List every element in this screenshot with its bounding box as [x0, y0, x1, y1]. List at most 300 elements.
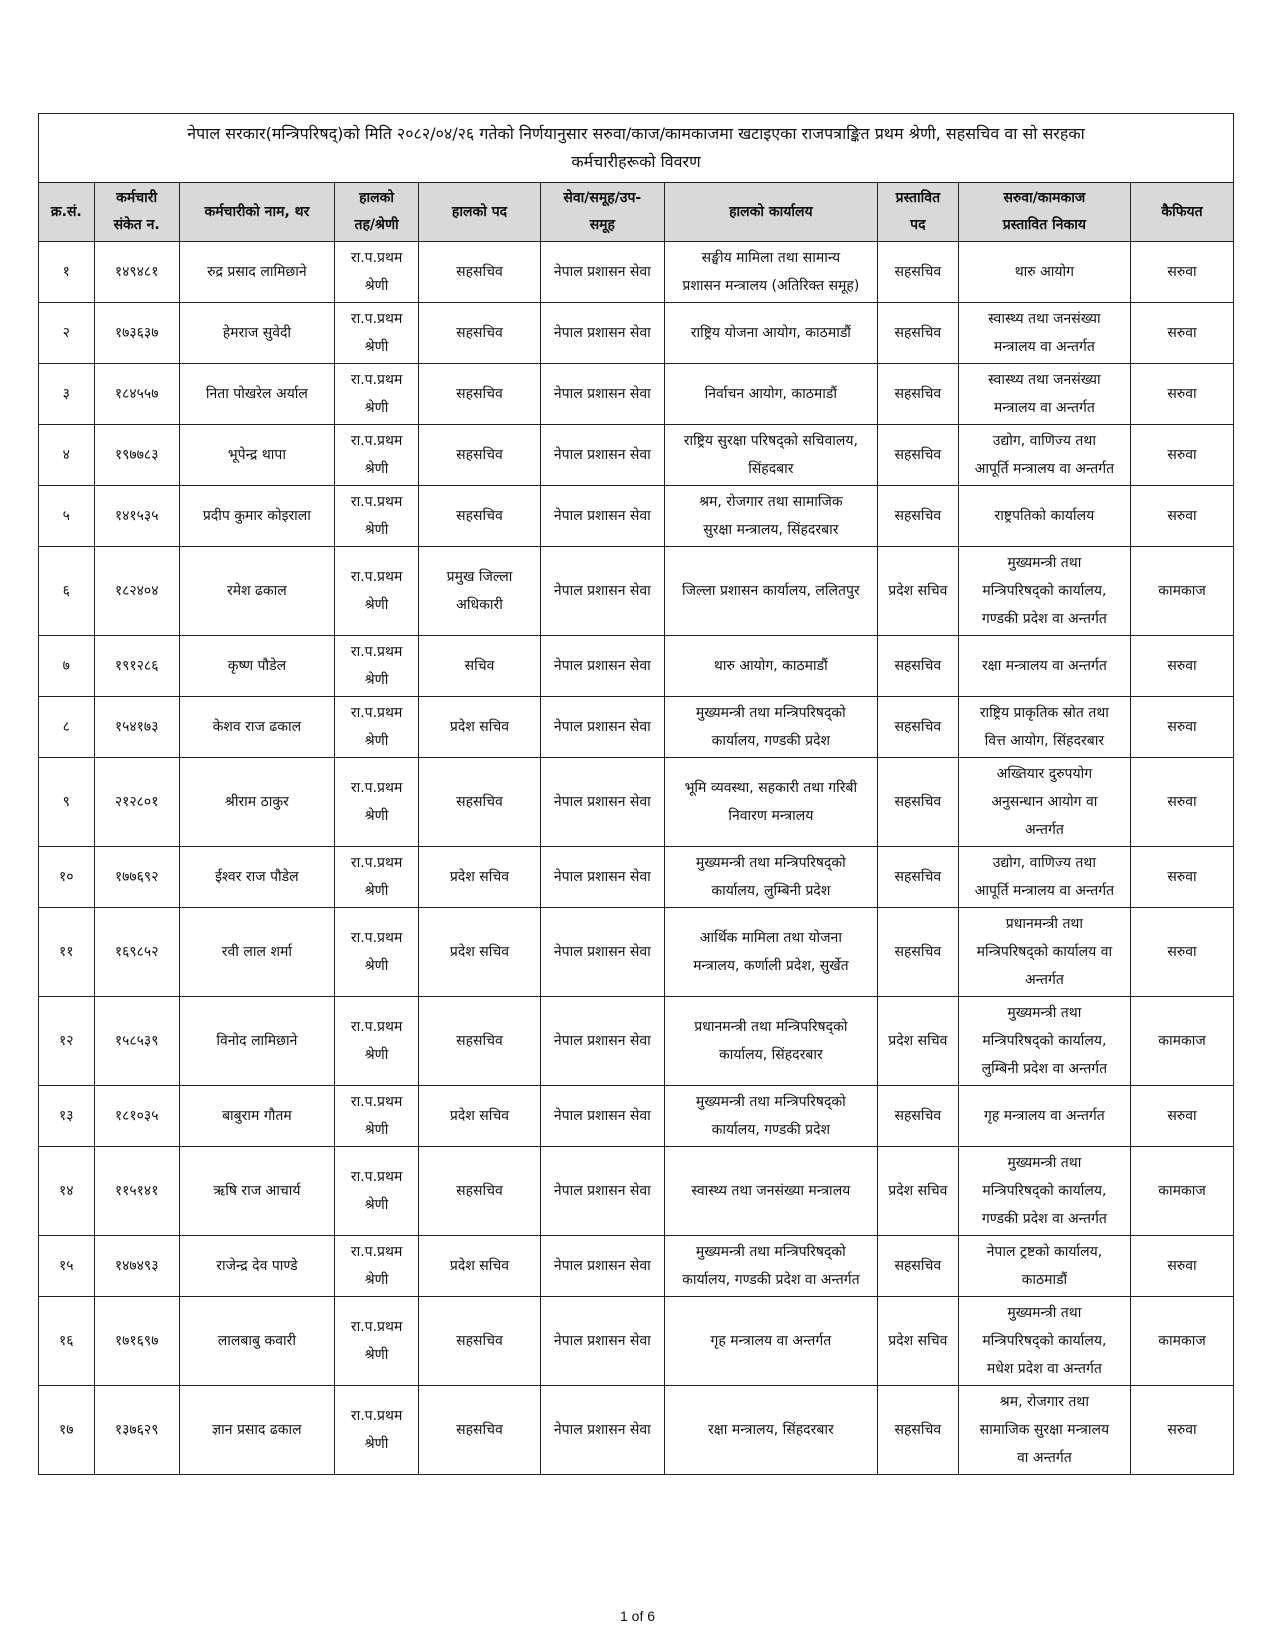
cell-line: सहसचिव: [456, 1033, 503, 1049]
header-label: कर्मचारीको नाम, थर: [204, 203, 310, 220]
cell-employee-code: १७१६९७: [94, 1297, 179, 1386]
cell-current-office: [664, 758, 877, 847]
table-row: [39, 636, 1234, 697]
document-title: [39, 114, 1234, 183]
header-proposed-body: [958, 183, 1130, 242]
cell-current-post: [419, 364, 541, 425]
table-row: [39, 847, 1234, 908]
table-row: [39, 486, 1234, 547]
table-row: [39, 908, 1234, 997]
cell-current-post: [419, 486, 541, 547]
cell-proposed-body: [958, 242, 1130, 303]
cell-remarks: सरुवा: [1130, 636, 1233, 697]
cell-line: गण्डकी प्रदेश वा अन्तर्गत: [981, 611, 1107, 627]
cell-employee-name: रमेश ढकाल: [179, 547, 334, 636]
cell-line: राष्ट्रिय सुरक्षा परिषद्को सचिवालय,: [683, 433, 858, 449]
cell-proposed-post: [877, 1236, 958, 1297]
cell-remarks: सरुवा: [1130, 242, 1233, 303]
cell-current-office: [664, 636, 877, 697]
cell-line: श्रेणी: [364, 672, 389, 688]
header-current-post: [419, 183, 541, 242]
cell-line: रा.प.प्रथम: [350, 1319, 403, 1335]
cell-line: प्रदेश सचिव: [449, 1258, 510, 1274]
cell-line: मुख्यमन्त्री तथा मन्त्रिपरिषद्को: [695, 855, 846, 871]
cell-line: सहसचिव: [456, 447, 503, 463]
cell-line: काठमाडौं: [1021, 1272, 1068, 1288]
cell-current-post: [419, 547, 541, 636]
cell-sn: ९: [39, 758, 95, 847]
cell-current-post: [419, 758, 541, 847]
cell-proposed-post: [877, 303, 958, 364]
cell-line: श्रेणी: [364, 1122, 389, 1138]
cell-sn: १७: [39, 1386, 95, 1475]
cell-line: आपूर्ति मन्त्रालय वा अन्तर्गत: [974, 883, 1115, 899]
cell-proposed-body: [958, 486, 1130, 547]
cell-current-level: [335, 364, 419, 425]
cell-line: अन्तर्गत: [1024, 822, 1064, 838]
cell-line: सहसचिव: [894, 794, 942, 810]
cell-line: रा.प.प्रथम: [350, 1244, 403, 1260]
cell-proposed-post: [877, 425, 958, 486]
cell-line: मुख्यमन्त्री तथा मन्त्रिपरिषद्को: [695, 1094, 846, 1110]
cell-current-office: [664, 486, 877, 547]
cell-employee-code: १९७७८३: [94, 425, 179, 486]
cell-sn: ५: [39, 486, 95, 547]
cell-line: रा.प.प्रथम: [350, 1019, 403, 1035]
cell-line: अनुसन्धान आयोग वा: [991, 794, 1098, 810]
cell-employee-name: लालबाबु कवारी: [179, 1297, 334, 1386]
cell-proposed-body: [958, 1236, 1130, 1297]
table-body: [39, 242, 1234, 1475]
cell-remarks: कामकाज: [1130, 547, 1233, 636]
cell-line: गृह मन्त्रालय वा अन्तर्गत: [710, 1333, 832, 1349]
cell-current-office: [664, 1147, 877, 1236]
cell-line: श्रम, रोजगार तथा सामाजिक: [699, 494, 843, 510]
header-current-office: [664, 183, 877, 242]
cell-line: प्रधानमन्त्री तथा मन्त्रिपरिषद्को: [694, 1019, 848, 1035]
header-label: तह/श्रेणी: [354, 217, 399, 233]
cell-line: सहसचिव: [456, 1333, 503, 1349]
cell-sn: १५: [39, 1236, 95, 1297]
cell-sn: ३: [39, 364, 95, 425]
cell-line: रा.प.प्रथम: [350, 433, 403, 449]
cell-employee-code: १८२४०४: [94, 547, 179, 636]
cell-current-post: [419, 908, 541, 997]
cell-employee-name: भूपेन्द्र थापा: [179, 425, 334, 486]
cell-line: रा.प.प्रथम: [350, 855, 403, 871]
cell-service-group: नेपाल प्रशासन सेवा: [540, 636, 664, 697]
cell-proposed-post: [877, 1297, 958, 1386]
cell-line: प्रमुख जिल्ला: [446, 569, 513, 585]
cell-service-group: नेपाल प्रशासन सेवा: [540, 997, 664, 1086]
cell-employee-code: १७३६३७: [94, 303, 179, 364]
cell-line: प्रदेश सचिव: [888, 1333, 948, 1349]
cell-current-level: [335, 847, 419, 908]
cell-proposed-post: [877, 547, 958, 636]
cell-line: प्रदेश सचिव: [888, 583, 948, 599]
transfer-table: [38, 113, 1234, 1475]
cell-line: मुख्यमन्त्री तथा: [1007, 555, 1082, 571]
cell-current-post: [419, 997, 541, 1086]
cell-proposed-post: [877, 636, 958, 697]
cell-service-group: नेपाल प्रशासन सेवा: [540, 364, 664, 425]
cell-line: कार्यालय, लुम्बिनी प्रदेश: [711, 883, 831, 899]
cell-employee-code: १७७६९२: [94, 847, 179, 908]
cell-line: मुख्यमन्त्री तथा मन्त्रिपरिषद्को: [695, 705, 846, 721]
cell-service-group: नेपाल प्रशासन सेवा: [540, 697, 664, 758]
cell-line: सङ्घीय मामिला तथा सामान्य: [701, 250, 841, 266]
cell-line: सहसचिव: [894, 264, 942, 280]
cell-line: श्रेणी: [364, 339, 389, 355]
cell-proposed-post: [877, 847, 958, 908]
header-service-group: [540, 183, 664, 242]
cell-employee-name: रुद्र प्रसाद लामिछाने: [179, 242, 334, 303]
cell-line: मुख्यमन्त्री तथा: [1007, 1005, 1082, 1021]
header-label: कैफियत: [1161, 203, 1203, 220]
cell-line: श्रेणी: [364, 883, 389, 899]
cell-employee-name: केशव राज ढकाल: [179, 697, 334, 758]
cell-current-post: [419, 1147, 541, 1236]
cell-sn: ८: [39, 697, 95, 758]
cell-line: राष्ट्रपतिको कार्यालय: [994, 508, 1095, 524]
cell-current-post: [419, 242, 541, 303]
cell-line: मन्त्रालय, कर्णाली प्रदेश, सुर्खेत: [693, 958, 849, 974]
cell-remarks: सरुवा: [1130, 1086, 1233, 1147]
header-sn: [39, 183, 95, 242]
cell-sn: ११: [39, 908, 95, 997]
cell-current-office: [664, 303, 877, 364]
cell-sn: १: [39, 242, 95, 303]
cell-line: प्रदेश सचिव: [449, 719, 510, 735]
header-employee-name: [179, 183, 334, 242]
cell-line: मन्त्रिपरिषद्को कार्यालय,: [982, 1033, 1107, 1049]
header-label: क्र.सं.: [50, 203, 82, 220]
cell-line: गण्डकी प्रदेश वा अन्तर्गत: [981, 1211, 1107, 1227]
table-row: [39, 1386, 1234, 1475]
cell-employee-code: १८४५५७: [94, 364, 179, 425]
cell-line: राष्ट्रिय योजना आयोग, काठमाडौं: [690, 325, 851, 341]
cell-line: सहसचिव: [456, 386, 503, 402]
column-header-row: [39, 183, 1234, 242]
cell-proposed-post: [877, 1147, 958, 1236]
cell-employee-name: रवी लाल शर्मा: [179, 908, 334, 997]
cell-service-group: नेपाल प्रशासन सेवा: [540, 908, 664, 997]
cell-line: रक्षा मन्त्रालय वा अन्तर्गत: [981, 658, 1107, 674]
cell-proposed-body: [958, 847, 1130, 908]
cell-line: आपूर्ति मन्त्रालय वा अन्तर्गत: [974, 461, 1115, 477]
cell-sn: ७: [39, 636, 95, 697]
cell-remarks: सरुवा: [1130, 908, 1233, 997]
cell-line: मुख्यमन्त्री तथा: [1007, 1155, 1082, 1171]
cell-service-group: नेपाल प्रशासन सेवा: [540, 303, 664, 364]
cell-line: थारु आयोग: [1014, 264, 1075, 280]
cell-proposed-post: [877, 697, 958, 758]
cell-service-group: नेपाल प्रशासन सेवा: [540, 1386, 664, 1475]
header-label: हालको कार्यालय: [729, 203, 813, 220]
cell-employee-name: ईश्वर राज पौडेल: [179, 847, 334, 908]
title-line-1: नेपाल सरकार(मन्त्रिपरिषद्)को मिति २०८२/०४/२६ गतेको निर्णयानुसार सरुवा/काज/कामकाजमा खटाइएका राजपत्राङ्कित प्रथम श्रेणी, सहसचिव वा सो सरहका: [187, 124, 1085, 143]
cell-current-office: [664, 242, 877, 303]
cell-line: मन्त्रालय वा अन्तर्गत: [993, 400, 1095, 416]
cell-line: नेपाल ट्रष्टको कार्यालय,: [986, 1244, 1103, 1260]
cell-line: सहसचिव: [456, 1183, 503, 1199]
cell-current-post: [419, 1236, 541, 1297]
cell-employee-code: १४९४८१: [94, 242, 179, 303]
cell-line: श्रेणी: [364, 1436, 389, 1452]
cell-current-office: [664, 697, 877, 758]
cell-line: कार्यालय, गण्डकी प्रदेश: [711, 733, 831, 749]
table-row: [39, 242, 1234, 303]
cell-line: मन्त्रिपरिषद्को कार्यालय,: [982, 1183, 1107, 1199]
cell-remarks: सरुवा: [1130, 697, 1233, 758]
cell-service-group: नेपाल प्रशासन सेवा: [540, 1086, 664, 1147]
cell-employee-name: कृष्ण पौडेल: [179, 636, 334, 697]
cell-employee-name: ज्ञान प्रसाद ढकाल: [179, 1386, 334, 1475]
cell-current-level: [335, 697, 419, 758]
cell-current-level: [335, 636, 419, 697]
cell-remarks: कामकाज: [1130, 1147, 1233, 1236]
cell-remarks: सरुवा: [1130, 847, 1233, 908]
cell-line: सचिव: [464, 658, 495, 674]
cell-line: रा.प.प्रथम: [350, 569, 403, 585]
cell-line: मन्त्रिपरिषद्को कार्यालय वा: [976, 944, 1113, 960]
cell-line: जिल्ला प्रशासन कार्यालय, ललितपुर: [682, 583, 860, 599]
cell-remarks: कामकाज: [1130, 997, 1233, 1086]
cell-employee-name: बाबुराम गौतम: [179, 1086, 334, 1147]
cell-current-office: [664, 1236, 877, 1297]
cell-line: श्रेणी: [364, 808, 389, 824]
cell-line: कार्यालय, गण्डकी प्रदेश वा अन्तर्गत: [682, 1272, 860, 1288]
cell-proposed-body: [958, 547, 1130, 636]
cell-line: सहसचिव: [894, 447, 942, 463]
cell-line: श्रम, रोजगार तथा: [999, 1394, 1089, 1410]
cell-sn: २: [39, 303, 95, 364]
cell-current-office: [664, 908, 877, 997]
table-row: [39, 303, 1234, 364]
cell-proposed-body: [958, 425, 1130, 486]
cell-line: रा.प.प्रथम: [350, 930, 403, 946]
cell-service-group: नेपाल प्रशासन सेवा: [540, 847, 664, 908]
cell-line: मुख्यमन्त्री तथा: [1007, 1305, 1082, 1321]
cell-remarks: कामकाज: [1130, 1297, 1233, 1386]
cell-line: अधिकारी: [456, 597, 503, 613]
cell-line: श्रेणी: [364, 522, 389, 538]
cell-line: श्रेणी: [364, 1272, 389, 1288]
cell-line: सहसचिव: [894, 1258, 942, 1274]
cell-line: श्रेणी: [364, 278, 389, 294]
cell-line: सिंहदबार: [748, 461, 794, 477]
cell-line: सहसचिव: [894, 508, 942, 524]
cell-employee-code: १५४१७३: [94, 697, 179, 758]
cell-proposed-body: [958, 908, 1130, 997]
cell-line: स्वास्थ्य तथा जनसंख्या मन्त्रालय: [691, 1183, 851, 1199]
cell-proposed-post: [877, 1086, 958, 1147]
cell-remarks: सरुवा: [1130, 364, 1233, 425]
cell-current-office: [664, 364, 877, 425]
cell-line: निर्वाचन आयोग, काठमाडौं: [704, 386, 838, 402]
cell-line: श्रेणी: [364, 1047, 389, 1063]
cell-current-post: [419, 303, 541, 364]
cell-proposed-post: [877, 997, 958, 1086]
cell-line: कार्यालय, सिंहदरबार: [719, 1047, 823, 1063]
cell-employee-name: प्रदीप कुमार कोइराला: [179, 486, 334, 547]
cell-line: रा.प.प्रथम: [350, 311, 403, 327]
cell-line: उद्योग, वाणिज्य तथा: [992, 433, 1096, 449]
header-current-level: [335, 183, 419, 242]
cell-line: सहसचिव: [456, 508, 503, 524]
cell-sn: १०: [39, 847, 95, 908]
table-row: [39, 1086, 1234, 1147]
cell-line: रा.प.प्रथम: [350, 705, 403, 721]
cell-employee-code: १४७४९३: [94, 1236, 179, 1297]
cell-current-level: [335, 242, 419, 303]
cell-proposed-body: [958, 636, 1130, 697]
cell-line: रा.प.प्रथम: [350, 1408, 403, 1424]
header-proposed-post: [877, 183, 958, 242]
cell-line: मधेश प्रदेश वा अन्तर्गत: [986, 1361, 1102, 1377]
table-row: [39, 758, 1234, 847]
header-employee-code: [94, 183, 179, 242]
header-label: हालको: [359, 190, 395, 206]
cell-employee-name: हेमराज सुवेदी: [179, 303, 334, 364]
cell-current-level: [335, 1147, 419, 1236]
cell-proposed-post: [877, 908, 958, 997]
cell-line: प्रधानमन्त्री तथा: [1005, 916, 1083, 932]
cell-line: उद्योग, वाणिज्य तथा: [992, 855, 1096, 871]
cell-proposed-post: [877, 486, 958, 547]
cell-line: मुख्यमन्त्री तथा मन्त्रिपरिषद्को: [695, 1244, 846, 1260]
cell-proposed-body: [958, 997, 1130, 1086]
cell-remarks: सरुवा: [1130, 758, 1233, 847]
cell-line: मन्त्रिपरिषद्को कार्यालय,: [982, 1333, 1107, 1349]
header-label: प्रस्तावित: [895, 190, 941, 206]
cell-remarks: सरुवा: [1130, 425, 1233, 486]
cell-current-post: [419, 1297, 541, 1386]
cell-service-group: नेपाल प्रशासन सेवा: [540, 425, 664, 486]
cell-sn: १४: [39, 1147, 95, 1236]
cell-proposed-body: [958, 1297, 1130, 1386]
cell-line: मन्त्रिपरिषद्को कार्यालय,: [982, 583, 1107, 599]
cell-current-office: [664, 547, 877, 636]
cell-line: रक्षा मन्त्रालय, सिंहदरबार: [708, 1422, 834, 1438]
table-row: [39, 1236, 1234, 1297]
cell-line: राष्ट्रिय प्राकृतिक स्रोत तथा: [979, 705, 1109, 721]
cell-line: प्रदेश सचिव: [888, 1183, 948, 1199]
cell-line: स्वास्थ्य तथा जनसंख्या: [988, 311, 1101, 327]
cell-current-office: [664, 1086, 877, 1147]
cell-current-level: [335, 1086, 419, 1147]
header-label: समूह: [589, 217, 615, 233]
cell-current-level: [335, 1386, 419, 1475]
cell-line: सामाजिक सुरक्षा मन्त्रालय: [979, 1422, 1110, 1438]
cell-line: सहसचिव: [456, 1422, 503, 1438]
table-row: [39, 425, 1234, 486]
cell-service-group: नेपाल प्रशासन सेवा: [540, 758, 664, 847]
cell-current-office: [664, 847, 877, 908]
cell-service-group: नेपाल प्रशासन सेवा: [540, 486, 664, 547]
cell-employee-code: १५८५३९: [94, 997, 179, 1086]
cell-current-post: [419, 1086, 541, 1147]
cell-proposed-body: [958, 1086, 1130, 1147]
header-label: संकेत न.: [113, 217, 160, 233]
title-line-2: कर्मचारीहरूको विवरण: [571, 152, 701, 171]
cell-line: स्वास्थ्य तथा जनसंख्या: [988, 372, 1101, 388]
cell-line: सहसचिव: [894, 658, 942, 674]
header-label: प्रस्तावित निकाय: [1002, 217, 1086, 233]
cell-employee-name: राजेन्द्र देव पाण्डे: [179, 1236, 334, 1297]
cell-line: निवारण मन्त्रालय: [728, 808, 814, 824]
cell-service-group: नेपाल प्रशासन सेवा: [540, 1297, 664, 1386]
table-row: [39, 1297, 1234, 1386]
header-remarks: [1130, 183, 1233, 242]
cell-employee-code: १४१५३५: [94, 486, 179, 547]
cell-current-post: [419, 1386, 541, 1475]
cell-line: रा.प.प्रथम: [350, 644, 403, 660]
header-label: सरुवा/कामकाज: [1003, 190, 1086, 206]
cell-line: सहसचिव: [894, 1108, 942, 1124]
cell-line: रा.प.प्रथम: [350, 250, 403, 266]
cell-line: रा.प.प्रथम: [350, 494, 403, 510]
cell-line: रा.प.प्रथम: [350, 1094, 403, 1110]
cell-current-post: [419, 697, 541, 758]
cell-proposed-body: [958, 758, 1130, 847]
title-row: [39, 114, 1234, 183]
cell-line: प्रदेश सचिव: [449, 869, 510, 885]
cell-line: आर्थिक मामिला तथा योजना: [699, 930, 842, 946]
cell-line: रा.प.प्रथम: [350, 780, 403, 796]
cell-proposed-post: [877, 364, 958, 425]
cell-current-post: [419, 847, 541, 908]
cell-line: सहसचिव: [456, 264, 503, 280]
cell-line: कार्यालय, गण्डकी प्रदेश: [711, 1122, 831, 1138]
cell-line: रा.प.प्रथम: [350, 1169, 403, 1185]
cell-employee-code: १८१०३५: [94, 1086, 179, 1147]
cell-line: थारु आयोग, काठमाडौं: [713, 658, 828, 674]
cell-employee-name: निता पोखरेल अर्याल: [179, 364, 334, 425]
header-label: कर्मचारी: [116, 190, 158, 206]
cell-proposed-body: [958, 697, 1130, 758]
cell-line: श्रेणी: [364, 400, 389, 416]
header-label: हालको पद: [451, 203, 508, 220]
cell-line: सहसचिव: [456, 325, 503, 341]
table-row: [39, 1147, 1234, 1236]
cell-current-level: [335, 303, 419, 364]
cell-current-level: [335, 486, 419, 547]
cell-service-group: नेपाल प्रशासन सेवा: [540, 242, 664, 303]
cell-line: श्रेणी: [364, 461, 389, 477]
cell-line: सहसचिव: [456, 794, 503, 810]
cell-proposed-post: [877, 242, 958, 303]
cell-line: सहसचिव: [894, 386, 942, 402]
cell-current-post: [419, 425, 541, 486]
cell-sn: ४: [39, 425, 95, 486]
cell-remarks: सरुवा: [1130, 486, 1233, 547]
cell-line: सहसचिव: [894, 325, 942, 341]
cell-sn: १२: [39, 997, 95, 1086]
cell-employee-name: ऋषि राज आचार्य: [179, 1147, 334, 1236]
cell-service-group: नेपाल प्रशासन सेवा: [540, 547, 664, 636]
cell-proposed-post: [877, 1386, 958, 1475]
cell-line: श्रेणी: [364, 733, 389, 749]
cell-current-level: [335, 1236, 419, 1297]
cell-line: श्रेणी: [364, 958, 389, 974]
cell-employee-name: श्रीराम ठाकुर: [179, 758, 334, 847]
cell-line: प्रदेश सचिव: [888, 1033, 948, 1049]
cell-employee-code: ११५१४१: [94, 1147, 179, 1236]
cell-sn: १६: [39, 1297, 95, 1386]
cell-line: सहसचिव: [894, 944, 942, 960]
cell-line: भूमि व्यवस्था, सहकारी तथा गरिबी: [684, 780, 858, 796]
